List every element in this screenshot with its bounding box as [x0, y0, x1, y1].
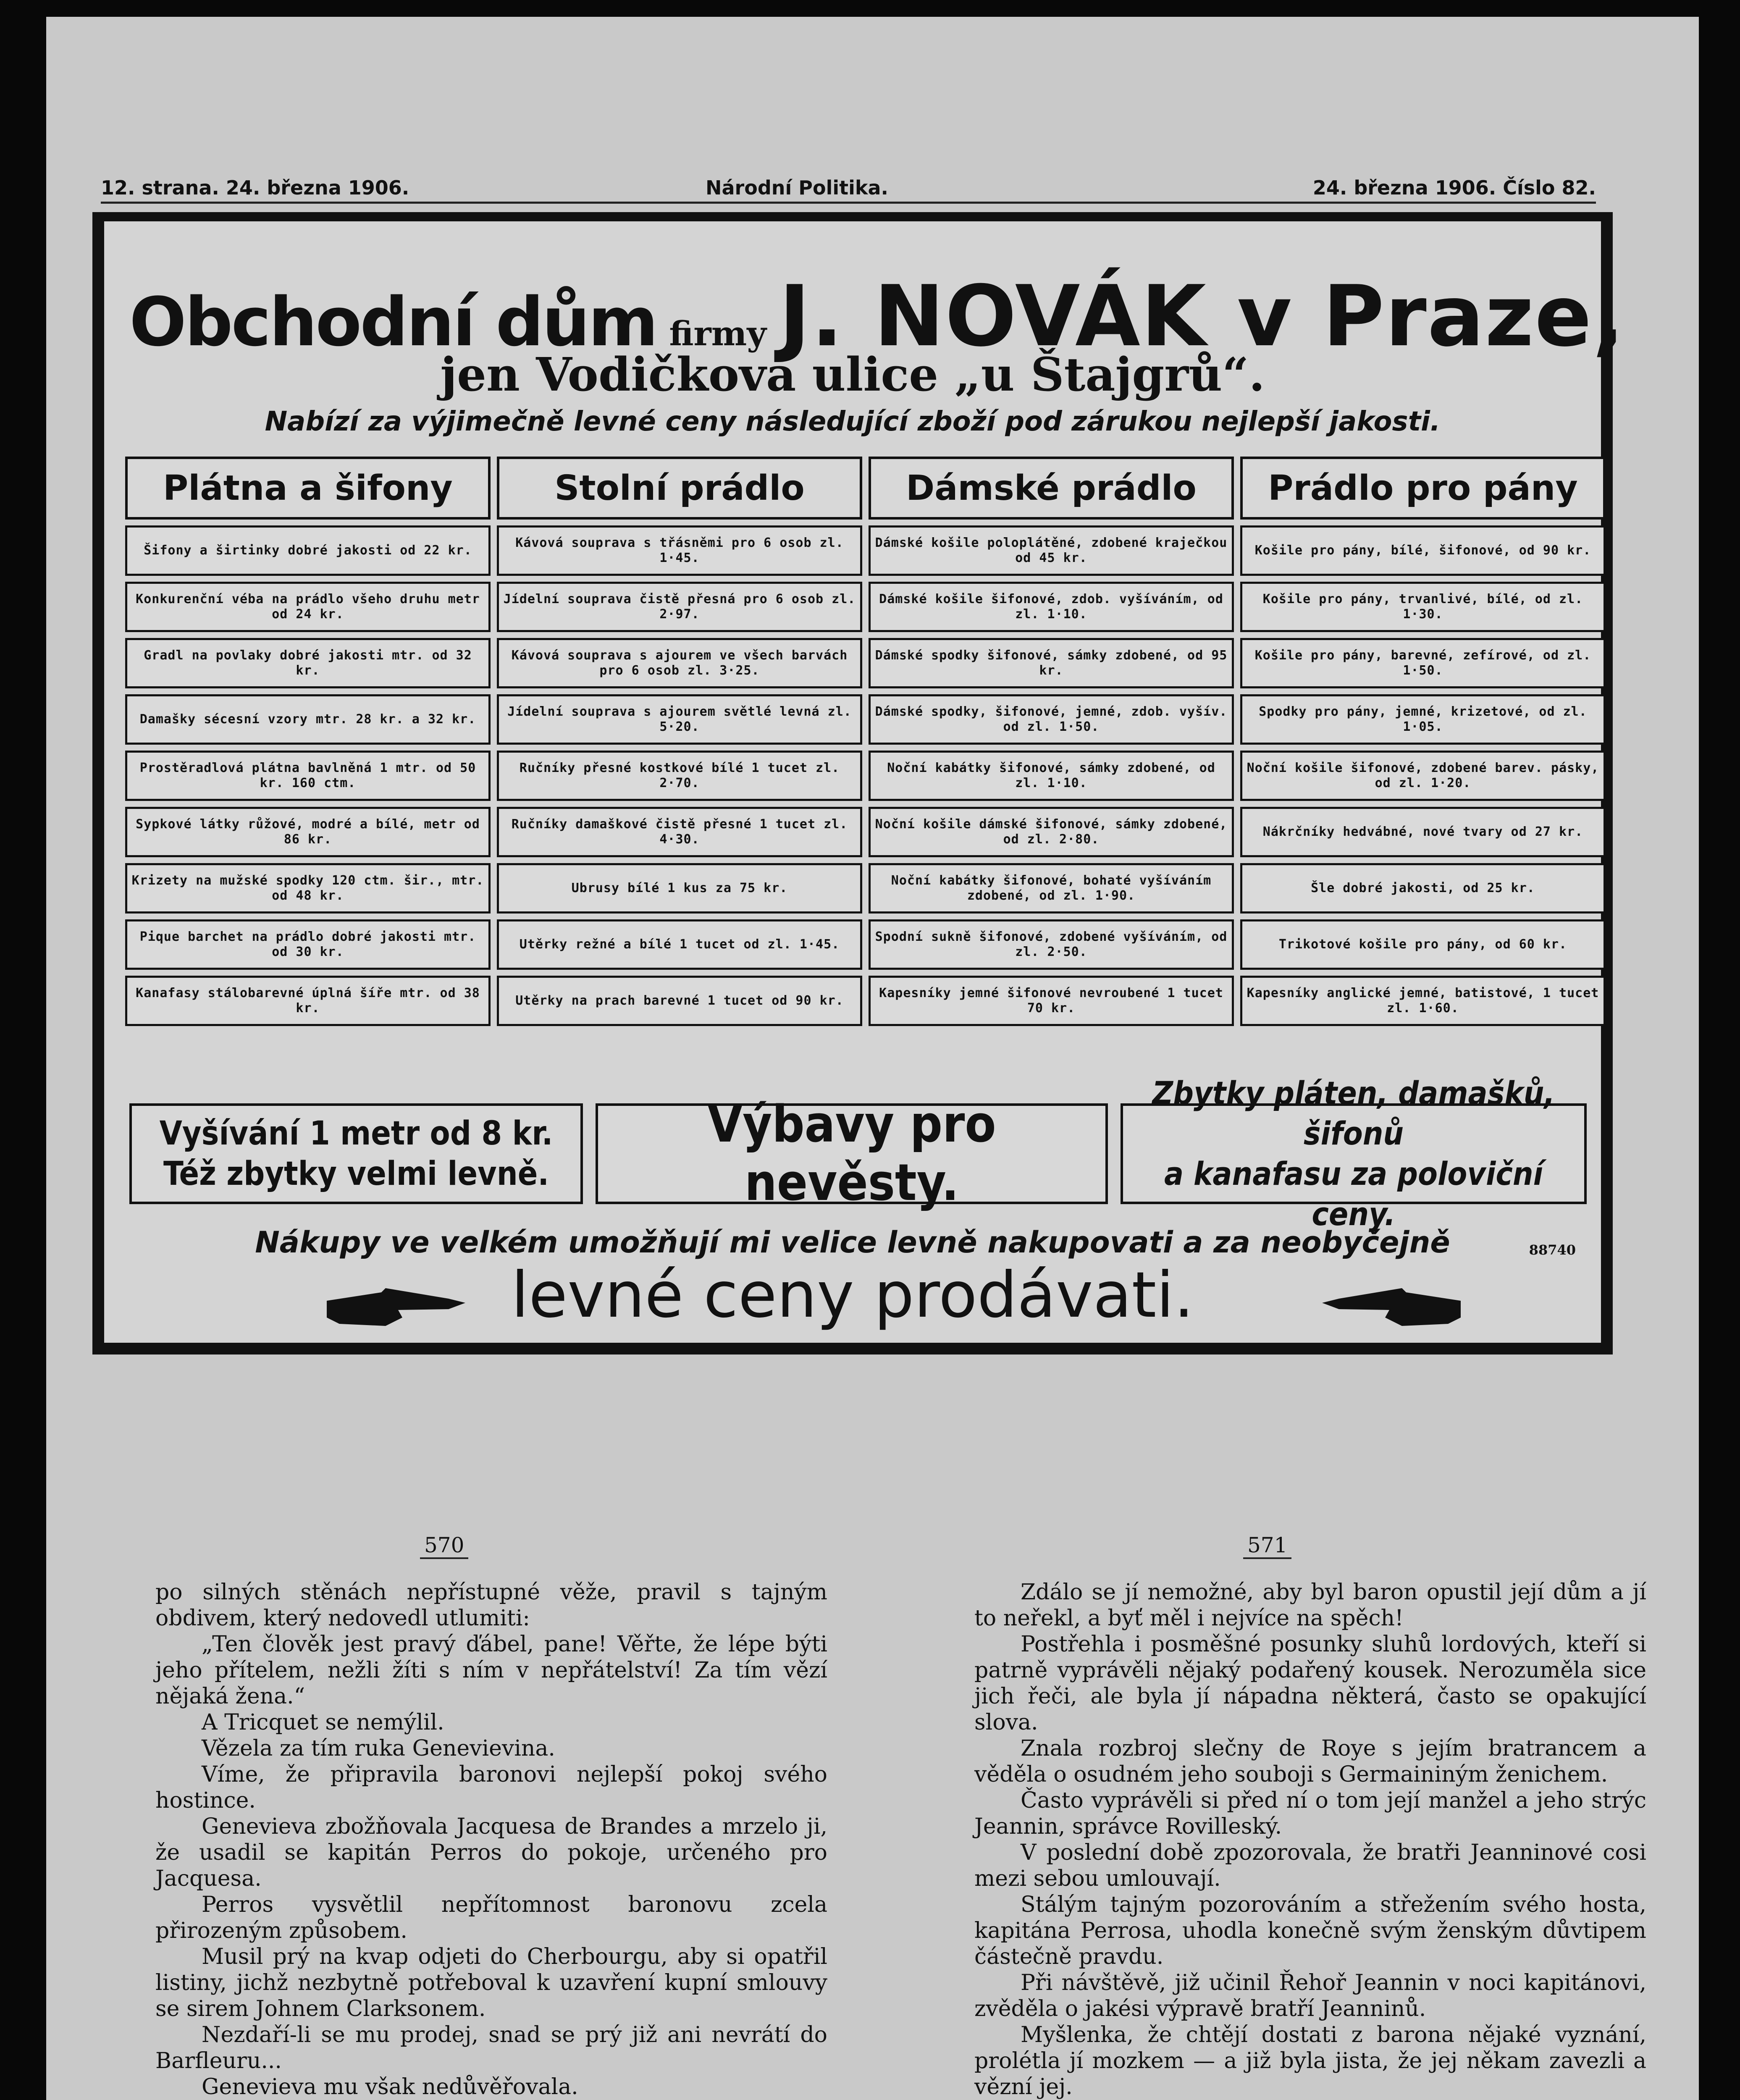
product-item: Šifony a širtinky dobré jakosti od 22 kr. [125, 525, 491, 576]
ad-footer-line2: levné ceny prodávati. [511, 1259, 1194, 1332]
ad-tagline: Nabízí za výjimečně levné ceny následující zboží pod zárukou nejlepší jakosti. [265, 406, 1441, 437]
paragraph: Genevieva mu však nedůvěřovala. [202, 2074, 578, 2100]
product-item: Utěrky režné a bílé 1 tucet od zl. 1·45. [497, 919, 862, 970]
column-platna [125, 457, 491, 1026]
promo-boxes [117, 1074, 1604, 1233]
promo-line: Výbavy pro nevěsty. [707, 1095, 996, 1212]
product-item: Konkurenční véba na prádlo všeho druhu metr od 24 kr. [125, 582, 491, 632]
product-item: Spodní sukně šifonové, zdobené vyšíváním, od zl. 2·50. [869, 919, 1234, 970]
paragraph: Zdálo se jí nemožné, aby byl baron opustil její dům a jí to neřekl, a byť měl i nejvíce na spěch! [974, 1580, 1646, 1631]
ad-footer-line1: Nákupy ve velkém umožňují mi velice levně nakupovati a za neobyčejně [255, 1225, 1450, 1260]
ad-title-firmy: firmy [669, 314, 766, 353]
header-right: 24. března 1906. Číslo 82. [1312, 176, 1596, 199]
product-item: Noční košile šifonové, zdobené barev. pásky, od zl. 1·20. [1240, 751, 1606, 801]
product-item: Noční kabátky šifonové, bohaté vyšíváním zdobené, od zl. 1·90. [869, 863, 1234, 914]
product-item: Ubrusy bílé 1 kus za 75 kr. [497, 863, 862, 914]
promo-line: a kanafasu za poloviční ceny. [1164, 1155, 1543, 1233]
product-item: Prostěradlová plátna bavlněná 1 mtr. od 50 kr. 160 ctm. [125, 751, 491, 801]
running-header [101, 176, 1596, 204]
header-center: Národní Politika. [706, 176, 889, 199]
paragraph: Genevieva zbožňovala Jacquesa de Brandes a mrzelo ji, že usadil se kapitán Perros do pokoje, určeného pro Jacquesa. [155, 1814, 827, 1891]
product-item: Krizety na mužské spodky 120 ctm. šir., mtr. od 48 kr. [125, 863, 491, 914]
ad-number: 88740 [1529, 1242, 1576, 1258]
promo-line: Vyšívání 1 metr od 8 kr. [159, 1115, 553, 1152]
ad-title-part2: J. NOVÁK v Praze, [779, 268, 1625, 365]
page-number-left: 570 [420, 1533, 468, 1559]
product-item: Dámské spodky, šifonové, jemné, zdob. vyšív. od zl. 1·50. [869, 694, 1234, 745]
paragraph: Myšlenka, že chtějí dostati z barona nějaké vyznání, prolétla jí mozkem — a již byla jista, že jej někam zavezli a vězní jej. [974, 2022, 1646, 2100]
ad-subtitle: jen Vodičkova ulice „u Štajgrů“. [440, 347, 1265, 402]
column-pani [1240, 457, 1606, 1026]
paragraph: po silných stěnách nepřístupné věže, pravil s tajným obdivem, který nedovedl utlumiti: [155, 1580, 827, 1631]
product-item: Kanafasy stálobarevné úplná šíře mtr. od 38 kr. [125, 976, 491, 1026]
product-item: Kávová souprava s ajourem ve všech barvách pro 6 osob zl. 3·25. [497, 638, 862, 688]
product-grid [117, 457, 1604, 1112]
ad-title-part1: Obchodní dům [129, 283, 657, 361]
product-item: Košile pro pány, bílé, šifonové, od 90 kr. [1240, 525, 1606, 576]
paragraph: Perros vysvětlil nepřítomnost baronovu zcela přirozeným způsobem. [155, 1892, 827, 1943]
pointing-hand-left-icon [1314, 1276, 1465, 1334]
column-damske [869, 457, 1234, 1026]
product-item: Košile pro pány, barevné, zefírové, od zl. 1·50. [1240, 638, 1606, 688]
paragraph: Vězela za tím ruka Genevievina. [202, 1736, 555, 1761]
promo-line: Zbytky pláten, damašků, šifonů [1152, 1074, 1555, 1152]
product-item: Dámské spodky šifonové, sámky zdobené, od 95 kr. [869, 638, 1234, 688]
paragraph: Musil prý na kvap odjeti do Cherbourgu, aby si opatřil listiny, jichž nezbytně potřeboval k uzavření kupní smlouvy se sirem Johnem Clarksonem. [155, 1944, 827, 2021]
product-item: Ručníky damaškové čistě přesné 1 tucet zl. 4·30. [497, 807, 862, 857]
paragraph: „Ten člověk jest pravý ďábel, pane! Věřte, že lépe býti jeho přítelem, nežli žíti s ním v nepřátelství! Za tím vězí nějaká žena.“ [155, 1632, 827, 1709]
promo-trousseau [596, 1095, 1108, 1212]
paragraph: Často vyprávěli si před ní o tom její manžel a jeho strýc Jeannin, správce Rovilleský. [974, 1788, 1646, 1839]
product-item: Noční košile dámské šifonové, sámky zdobené, od zl. 2·80. [869, 807, 1234, 857]
column-heading: Stolní prádlo [497, 457, 862, 520]
paragraph: Nezdaří-li se mu prodej, snad se prý již ani nevrátí do Barfleuru... [155, 2022, 827, 2074]
paragraph: Stálým tajným pozorováním a střežením svého hosta, kapitána Perrosa, uhodla konečně svým ženským důvtipem částečně pravdu. [974, 1892, 1646, 1969]
product-item: Dámské košile šifonové, zdob. vyšíváním, od zl. 1·10. [869, 582, 1234, 632]
product-item: Spodky pro pány, jemné, krizetové, od zl. 1·05. [1240, 694, 1606, 745]
column-heading: Plátna a šifony [125, 457, 491, 520]
product-item: Pique barchet na prádlo dobré jakosti mtr. od 30 kr. [125, 919, 491, 970]
product-item: Trikotové košile pro pány, od 60 kr. [1240, 919, 1606, 970]
promo-embroidery [129, 1103, 583, 1204]
paragraph: Znala rozbroj slečny de Roye s jejím bratrancem a věděla o osudném jeho souboji s Germaininým ženichem. [974, 1736, 1646, 1787]
product-item: Damašky sécesní vzory mtr. 28 kr. a 32 kr. [125, 694, 491, 745]
product-item: Noční kabátky šifonové, sámky zdobené, od zl. 1·10. [869, 751, 1234, 801]
advertisement [92, 212, 1625, 1354]
column-heading: Prádlo pro pány [1240, 457, 1606, 520]
product-item: Šle dobré jakosti, od 25 kr. [1240, 863, 1606, 914]
product-item: Sypkové látky růžové, modré a bílé, metr od 86 kr. [125, 807, 491, 857]
paragraph: Postřehla i posměšné posunky sluhů lordových, kteří si patrně vyprávěli nějaký podařený kousek. Nerozuměla sice jich řeči, ale byla jí nápadna některá, často se opakující slova. [974, 1632, 1646, 1735]
product-item: Dámské košile poloplátěné, zdobené kraječkou od 45 kr. [869, 525, 1234, 576]
product-item: Nákrčníky hedvábné, nové tvary od 27 kr. [1240, 807, 1606, 857]
product-item: Gradl na povlaky dobré jakosti mtr. od 32 kr. [125, 638, 491, 688]
column-heading: Dámské prádlo [869, 457, 1234, 520]
product-item: Kapesníky anglické jemné, batistové, 1 tucet zl. 1·60. [1240, 976, 1606, 1026]
product-item: Jídelní souprava s ajourem světlé levná zl. 5·20. [497, 694, 862, 745]
story-column-left [155, 1579, 827, 2100]
paragraph: Víme, že připravila baronovi nejlepší pokoj svého hostince. [155, 1762, 827, 1813]
product-item: Jídelní souprava čistě přesná pro 6 osob zl. 2·97. [497, 582, 862, 632]
product-item: Košile pro pány, trvanlivé, bílé, od zl. 1·30. [1240, 582, 1606, 632]
column-stolni [497, 457, 862, 1026]
advertisement-panel [104, 221, 1625, 1343]
product-item: Ručníky přesné kostkové bílé 1 tucet zl. 2·70. [497, 751, 862, 801]
promo-line: Též zbytky velmi levně. [163, 1155, 549, 1193]
paragraph: Při návštěvě, již učinil Řehoř Jeannin v noci kapitánovi, zvěděla o jakési výpravě bratří Jeanninů. [974, 1970, 1646, 2021]
page-number-right: 571 [1243, 1533, 1291, 1559]
product-item: Kapesníky jemné šifonové nevroubené 1 tucet 70 kr. [869, 976, 1234, 1026]
header-left: 12. strana. 24. března 1906. [101, 176, 409, 199]
paragraph: A Tricquet se nemýlil. [202, 1710, 444, 1735]
paragraph: V poslední době zpozorovala, že bratři Jeanninové cosi mezi sebou umlouvají. [974, 1840, 1646, 1891]
product-item: Utěrky na prach barevné 1 tucet od 90 kr. [497, 976, 862, 1026]
product-item: Kávová souprava s třásněmi pro 6 osob zl. 1·45. [497, 525, 862, 576]
story-column-right [974, 1579, 1646, 2100]
promo-remnants [1121, 1074, 1587, 1233]
